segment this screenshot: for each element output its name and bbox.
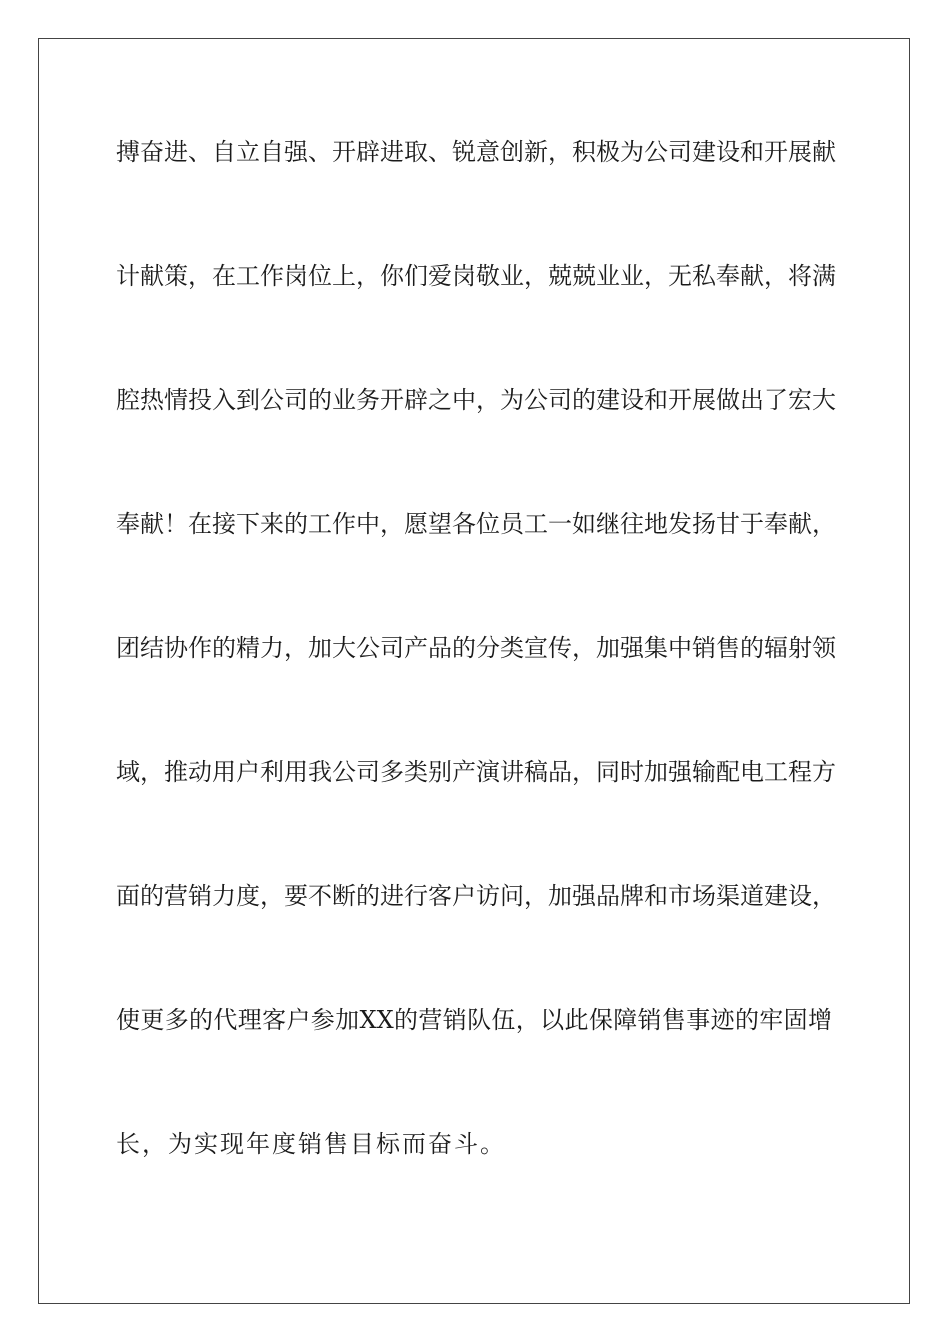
paragraph-line-6: 域，推动用户利用我公司多类别产演讲稿品，同时加强输配电工程方 — [116, 758, 836, 786]
paragraph-line-8: 使更多的代理客户参加XX的营销队伍，以此保障销售事迹的牢固增 — [116, 1006, 832, 1034]
paragraph-line-3: 腔热情投入到公司的业务开辟之中，为公司的建设和开展做出了宏大 — [116, 386, 836, 414]
paragraph-line-9: 长，为实现年度销售目标而奋斗。 — [116, 1130, 506, 1158]
paragraph-line-5: 团结协作的精力，加大公司产品的分类宣传，加强集中销售的辐射领 — [116, 634, 836, 662]
paragraph-line-4: 奉献！在接下来的工作中，愿望各位员工一如继往地发扬甘于奉献， — [116, 510, 836, 538]
page-border — [38, 38, 910, 1304]
paragraph-line-1: 搏奋进、自立自强、开辟进取、锐意创新，积极为公司建设和开展献 — [116, 138, 836, 166]
paragraph-line-7: 面的营销力度，要不断的进行客户访问，加强品牌和市场渠道建设， — [116, 882, 836, 910]
paragraph-line-2: 计献策，在工作岗位上，你们爱岗敬业，兢兢业业，无私奉献，将满 — [116, 262, 836, 290]
